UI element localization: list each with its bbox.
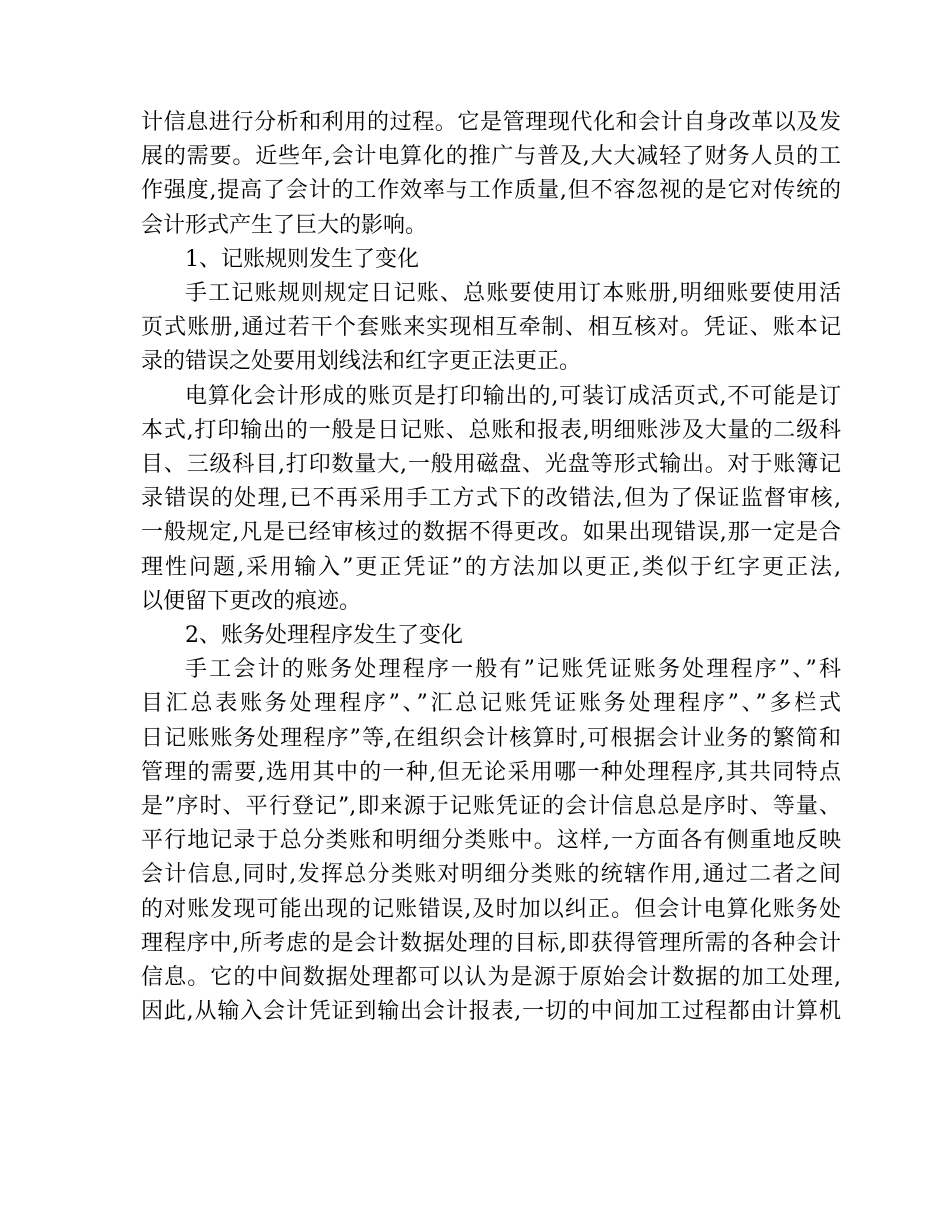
text-line: 手工记账规则规定日记账、总账要使用订本账册,明细账要使用活 [185, 281, 841, 307]
text-line: 录错误的处理,已不再采用手工方式下的改错法,但为了保证监督审核, [141, 486, 841, 512]
text-line: 目、三级科目,打印数量大,一般用磁盘、光盘等形式输出。对于账簿记 [141, 452, 841, 478]
document-body [141, 106, 841, 1029]
text-line: 的对账发现可能出现的记账错误,及时加以纠正。但会计电算化账务处 [141, 896, 841, 922]
text-line: 手工会计的账务处理程序一般有”记账凭证账务处理程序”、”科 [185, 657, 841, 683]
text-line: 是”序时、平行登记”,即来源于记账凭证的会计信息总是序时、等量、 [141, 794, 841, 820]
text-line: 管理的需要,选用其中的一种,但无论采用哪一种处理程序,其共同特点 [141, 759, 841, 785]
text-line: 计信息进行分析和利用的过程。它是管理现代化和会计自身改革以及发 [141, 110, 841, 135]
text-line: 日记账账务处理程序”等,在组织会计核算时,可根据会计业务的繁简和 [141, 725, 841, 751]
text-line: 录的错误之处要用划线法和红字更正法更正。 [141, 349, 582, 375]
text-line: 目汇总表账务处理程序”、”汇总记账凭证账务处理程序”、”多栏式 [141, 691, 841, 717]
text-line: 作强度,提高了会计的工作效率与工作质量,但不容忽视的是它对传统的 [141, 178, 841, 204]
text-line: 本式,打印输出的一般是日记账、总账和报表,明细账涉及大量的二级科 [141, 417, 841, 443]
text-line: 理性问题,采用输入”更正凭证”的方法加以更正,类似于红字更正法, [141, 554, 841, 580]
text-line: 会计信息,同时,发挥总分类账对明细分类账的统辖作用,通过二者之间 [141, 862, 841, 888]
text-line: 信息。它的中间数据处理都可以认为是源于原始会计数据的加工处理, [141, 965, 841, 991]
text-line: 平行地记录于总分类账和明细分类账中。这样,一方面各有侧重地反映 [141, 828, 841, 854]
text-line: 会计形式产生了巨大的影响。 [141, 212, 428, 238]
section-heading: 2、账务处理程序发生了变化 [185, 623, 463, 649]
text-line: 理程序中,所考虑的是会计数据处理的目标,即获得管理所需的各种会计 [141, 930, 841, 956]
text-line: 电算化会计形成的账页是打印输出的,可装订成活页式,不可能是订 [185, 383, 841, 409]
text-line: 以便留下更改的痕迹。 [141, 588, 362, 614]
section-heading: 1、记账规则发生了变化 [185, 246, 419, 272]
text-line: 展的需要。近些年,会计电算化的推广与普及,大大减轻了财务人员的工 [141, 144, 841, 170]
text-line: 因此,从输入会计凭证到输出会计报表,一切的中间加工过程都由计算机 [141, 999, 841, 1025]
text-line: 页式账册,通过若干个套账来实现相互牵制、相互核对。凭证、账本记 [141, 315, 841, 341]
text-line: 一般规定,凡是已经审核过的数据不得更改。如果出现错误,那一定是合 [141, 520, 841, 546]
